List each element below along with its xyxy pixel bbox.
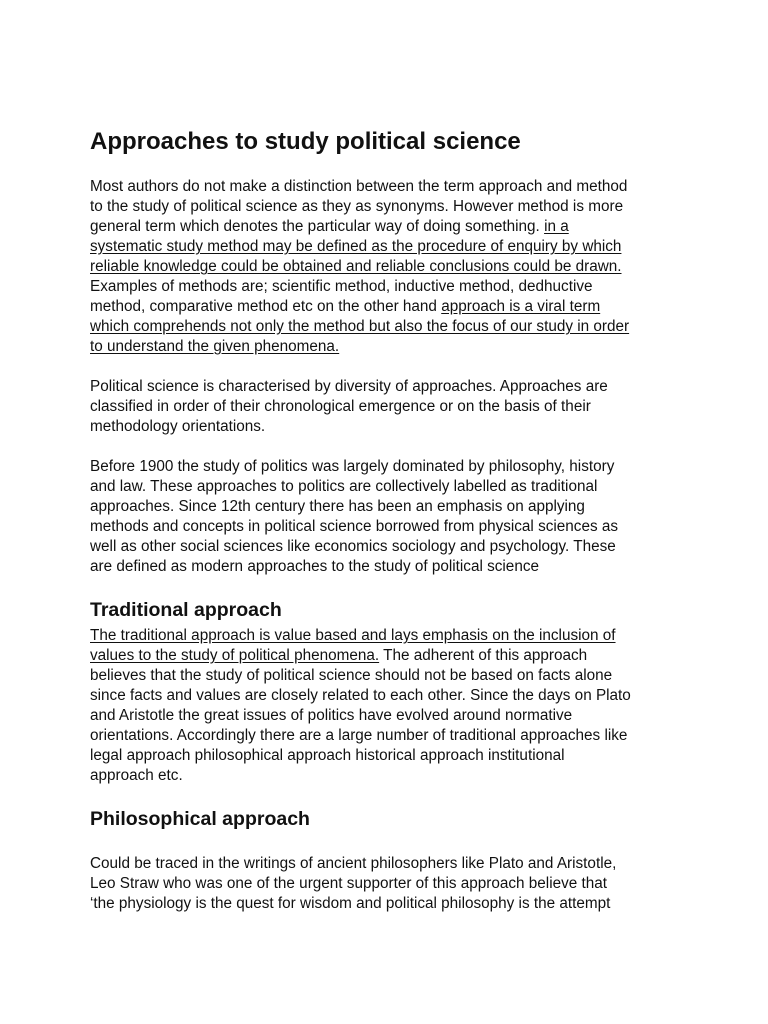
text-segment: general term which denotes the particular way of doing something.	[90, 218, 545, 235]
intro-paragraph	[90, 177, 690, 357]
text-line: Most authors do not make a distinction between the term approach and method	[90, 178, 628, 195]
traditional-approach-heading: Traditional approach	[90, 599, 282, 621]
underlined-line: The traditional approach is value based and lays emphasis on the inclusion of	[90, 627, 616, 644]
text-line: Examples of methods are; scientific method, inductive method, dedhuctive	[90, 278, 593, 295]
text-line: Leo Straw who was one of the urgent supporter of this approach believe that	[90, 875, 608, 892]
text-line: since facts and values are closely related to each other. Since the days on Plato	[90, 687, 631, 704]
text-line: Could be traced in the writings of ancient philosophers like Plato and Aristotle,	[90, 855, 617, 872]
text-line: classified in order of their chronological emergence or on the basis of their	[90, 398, 591, 415]
text-segment: The adherent of this approach	[379, 647, 588, 664]
text-line: approach etc.	[90, 767, 183, 784]
text-line	[90, 646, 690, 666]
underlined-line: systematic study method may be defined as the procedure of enquiry by which	[90, 238, 622, 255]
traditional-paragraph	[90, 626, 690, 786]
text-line: orientations. Accordingly there are a large number of traditional approaches like	[90, 727, 628, 744]
underlined-line: reliable knowledge could be obtained and reliable conclusions could be drawn.	[90, 258, 622, 275]
diversity-paragraph	[90, 377, 690, 437]
text-line	[90, 217, 690, 237]
underlined-line: to understand the given phenomena.	[90, 338, 340, 355]
underlined-line: which comprehends not only the method but also the focus of our study in order	[90, 318, 630, 335]
text-line: methods and concepts in political science borrowed from physical sciences as	[90, 518, 619, 535]
text-line: and law. These approaches to politics are collectively labelled as traditional	[90, 478, 598, 495]
text-line: are defined as modern approaches to the study of political science	[90, 558, 539, 575]
philosophical-approach-heading: Philosophical approach	[90, 808, 310, 830]
text-line: legal approach philosophical approach historical approach institutional	[90, 747, 565, 764]
text-line	[90, 297, 690, 317]
underlined-text: in a	[544, 218, 569, 235]
text-segment: method, comparative method etc on the other hand	[90, 298, 442, 315]
text-line: ‘the physiology is the quest for wisdom and political philosophy is the attempt	[90, 895, 611, 912]
text-line: well as other social sciences like economics sociology and psychology. These	[90, 538, 616, 555]
underlined-text: values to the study of political phenomena.	[90, 647, 380, 664]
text-line: methodology orientations.	[90, 418, 266, 435]
text-line: Before 1900 the study of politics was largely dominated by philosophy, history	[90, 458, 615, 475]
text-line: to the study of political science as they as synonyms. However method is more	[90, 198, 624, 215]
underlined-text: approach is a viral term	[441, 298, 601, 315]
philosophical-paragraph	[90, 854, 690, 914]
text-line: approaches. Since 12th century there has been an emphasis on applying	[90, 498, 585, 515]
page-title: Approaches to study political science	[90, 128, 521, 155]
text-line: believes that the study of political science should not be based on facts alone	[90, 667, 613, 684]
history-paragraph	[90, 457, 690, 577]
text-line: and Aristotle the great issues of politics have evolved around normative	[90, 707, 573, 724]
text-line: Political science is characterised by diversity of approaches. Approaches are	[90, 378, 608, 395]
